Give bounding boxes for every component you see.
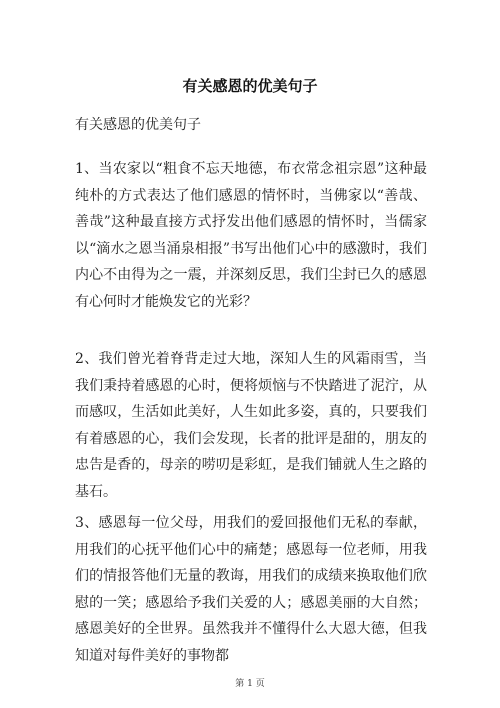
paragraph-2: 2、我们曾光着脊背走过大地，深知人生的风霜雨雪，当我们秉持着感恩的心时，便将烦恼与不快踏进了泥泞，从而感叹，生活如此美好，人生如此多姿，真的，只要我们有着感恩的心，我们会发现，长者的批评是甜的，朋友的忠告是香的，母亲的唠叨是彩虹，是我们铺就人生之路的基石。 [75, 351, 427, 500]
paragraph-1: 1、当农家以“粗食不忘天地德，布衣常念祖宗恩”这种最纯朴的方式表达了他们感恩的情怀时，当佛家以“善哉、善哉”这种最直接方式抒发出他们感恩的情怀时，当儒家以“滴水之恩当涌泉相报”书写出他们心中的感激时，我们内心不由得为之一震，并深刻反思，我们尘封已久的感恩有心何时才能焕发它的光彩？ [75, 161, 427, 310]
page-number: 第 1 页 [235, 679, 265, 689]
paragraph-3: 3、感恩每一位父母，用我们的爱回报他们无私的奉献，用我们的心抚平他们心中的痛楚；感恩每一位老师，用我们的情报答他们无量的教诲，用我们的成绩来换取他们欣慰的一笑；感恩给予我们关爱的人；感恩美丽的大自然；感恩美好的全世界。虽然我并不懂得什么大恩大德，但我知道对每件美好的事物都 [75, 515, 427, 664]
document-subtitle: 有关感恩的优美句子 [75, 117, 201, 133]
document-title: 有关感恩的优美句子 [182, 77, 318, 95]
